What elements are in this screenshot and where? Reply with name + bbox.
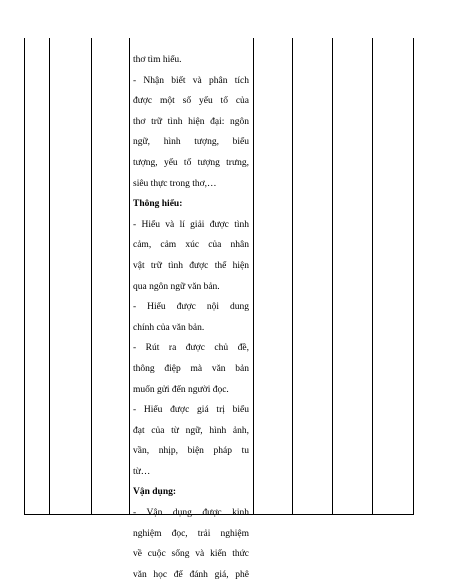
- cell-text-line: từ…: [133, 466, 151, 477]
- column-divider: [129, 38, 130, 515]
- cell-text-line: về cuộc sống và kiến thức: [133, 549, 249, 560]
- column-divider: [253, 38, 254, 515]
- section-heading: Thông hiểu:: [133, 199, 183, 210]
- cell-text-line: được một số yếu tố của: [133, 96, 249, 107]
- column-divider: [292, 38, 293, 515]
- table-border-left: [24, 38, 25, 515]
- cell-text-line: đạt của từ ngữ, hình ảnh,: [133, 425, 249, 436]
- cell-text-line: - Nhận biết và phân tích: [133, 75, 249, 86]
- cell-text-line: muốn gửi đến người đọc.: [133, 384, 229, 395]
- column-divider: [372, 38, 373, 515]
- cell-text-line: thơ trữ tình hiện đại: ngôn: [133, 116, 249, 127]
- cell-text-line: tượng, yếu tố tượng trưng,: [133, 157, 249, 168]
- cell-text-line: - Vận dụng được kinh: [133, 508, 249, 519]
- cell-text-line: chính của văn bản.: [133, 322, 205, 333]
- cell-text-line: văn học để đánh giá, phê: [133, 569, 249, 580]
- table-border-right: [413, 38, 414, 515]
- cell-text-line: nghiệm đọc, trải nghiệm: [133, 528, 249, 539]
- cell-text-line: - Rút ra được chủ đề,: [133, 343, 249, 354]
- cell-text-line: thơ tìm hiểu.: [133, 55, 182, 65]
- cell-text-line: qua ngôn ngữ văn bản.: [133, 281, 220, 292]
- cell-text-line: - Hiểu được nội dung: [133, 302, 249, 313]
- section-heading: Vận dụng:: [133, 487, 177, 498]
- column-divider: [91, 38, 92, 515]
- cell-text-line: - Hiểu và lí giải được tình: [133, 219, 249, 230]
- cell-text-line: vật trữ tình được thể hiện: [133, 260, 249, 271]
- column-divider: [49, 38, 50, 515]
- cell-text-line: vần, nhịp, biện pháp tu: [133, 446, 249, 457]
- cell-text-line: cảm, cảm xúc của nhân: [133, 240, 249, 251]
- learning-outcomes-cell: [133, 50, 249, 585]
- cell-text-line: - Hiểu được giá trị biểu: [133, 405, 249, 416]
- cell-text-line: ngữ, hình tượng, biểu: [133, 137, 249, 148]
- cell-text-line: thông điệp mà văn bản: [133, 363, 249, 374]
- cell-text-line: siêu thực trong thơ,…: [133, 178, 217, 189]
- column-divider: [332, 38, 333, 515]
